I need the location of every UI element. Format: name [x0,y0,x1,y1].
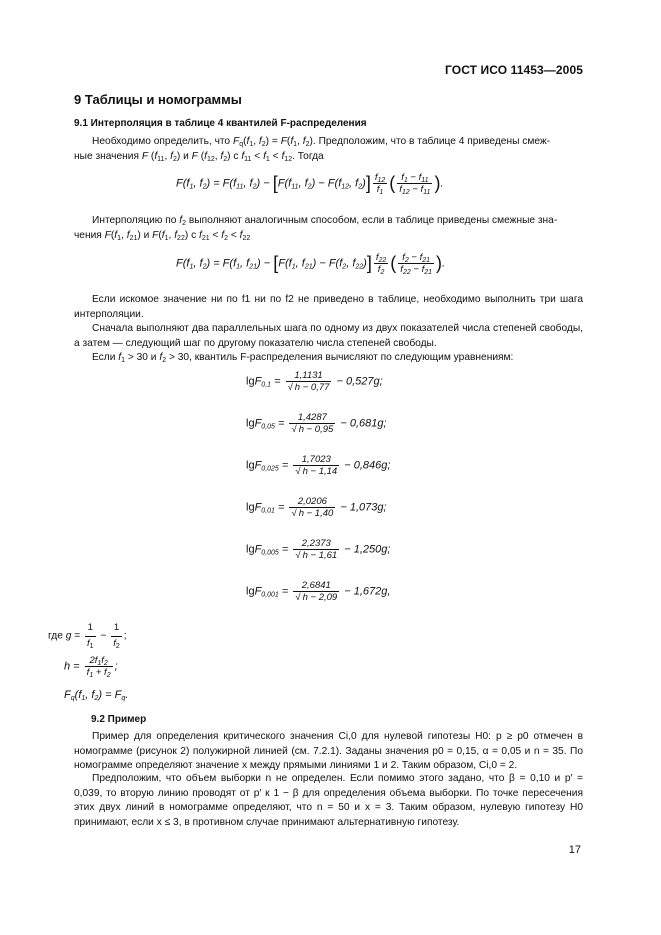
example-paragraph-2: Предположим, что объем выборки n не определен. Если помимо этого задано, что β = 0,10 и p′ = 0,039, то вторую линию проводят от p′ к 1 − β для определения объема выборки. По точке пересечения этих двух линий в номограмме определяют, что n = 50 и x = 3. Таким образом, нулевую гипотезу H0 принимают, если x ≤ 3, в противном случае принимают альтернативную гипотезу. [74,773,583,828]
subsection-title-9-2: 9.2 Пример [91,714,147,725]
page-number: 17 [568,844,581,856]
quantile-equation: lgF$_{0,1}$ = $\frac{1,1131}{√ h - 0,77}$ − 0,527g; [246,370,383,393]
quantile-equation: lgF$_{0,05}$ = $\frac{1,4287}{√ h - 0,95}$ − 0,681g; [246,412,387,435]
where-block: где g = $\frac{1}{f_1}$ − $\frac{1}{f_2}$ ; [48,622,127,650]
section-title: 9 Таблицы и номограммы [74,92,242,107]
paragraph-1: Необходимо определить, что $F_q(f_1$, $f_2) = F(f_1$, $f_2$). Предположим, что в таблице 4 приведены смеж- ные значения F ($f_{11}$, $f_2$) и F ($f_{12}$, $f_2$) с $f_{11} < f_1 < f_{12}$. Тогда [74,136,551,163]
h-definition: h = $\frac{2f_1f_2}{f_1 + f_2}$ ; [64,655,118,679]
fq-definition: $F_q(f_1$, $f_2) = F_q$. [64,689,129,702]
subsection-title-9-1: 9.1 Интерполяция в таблице 4 квантилей F-распределения [74,118,367,129]
interp-equation-2: $F(f_1$, $f_2) = F(f_1$, $f_{21}) - [F(f_1$, $f_{21}) - F(f_2$, $f_{22}$)] $\frac{f_{22}}{f_2}$ ( $\frac{f_2 - f_{21}}{f_{22} - f_{21}}$ ). [176,252,446,276]
interp-equation-1: $F(f_1$, $f_2) = F(f_{11}$, $f_2) - [F(f_{11}$, $f_2) - F(f_{12}$, $f_2$)] $\frac{f_{12}}{f_1}$ ( $\frac{f_1 - f_{11}}{f_{12} - f_{11}}$ ). [176,172,444,196]
quantile-equation: lgF$_{0,005}$ = $\frac{2,2373}{√ h - 1,61}$ − 1,250g; [246,538,391,561]
paragraph-3: Если искомое значение ни по f1 ни по f2 не приведено в таблице, необходимо выполнить три шага интерполяции. [74,294,583,320]
quantile-equation: lgF$_{0,01}$ = $\frac{2,0206}{√ h - 1,40}$ − 1,073g; [246,496,387,519]
quantile-equation: lgF$_{0,001}$ = $\frac{2,6841}{√ h - 2,09}$ − 1,672g, [246,580,391,603]
paragraph-2: Интерполяцию по $f_2$ выполняют аналогичным способом, если в таблице приведены смежные зна- чения $F(f_1$, $f_{21}$) и $F(f_1$, $f_{22}$) с $f_{21} < f_2 < f_{22}$ [74,215,558,242]
paragraph-5: Если $f_1 > 30$ и $f_2 > 30$, квантиль F-распределения вычисляют по следующим уравнениям: [92,352,514,364]
quantile-equation: lgF$_{0,025}$ = $\frac{1,7023}{√ h - 1,14}$ − 0,846g; [246,454,391,477]
paragraph-4: Сначала выполняют два параллельных шага по одному из двух показателей числа степеней свободы, а затем — следующий шаг по другому показателю числа степеней свободы. [74,323,583,349]
example-paragraph-1: Пример для определения критического значения Ci,0 для нулевой гипотезы H0: p ≥ p0 отмечен в номограмме (рисунок 2) полужирной линией (см. 7.2.1). Заданы значения p0 = 0,15, α = 0,05 и n = 35. По номограмме определяют значение x между прямыми линиями 1 и 2. Таким образом, Ci,0 = 2. [74,731,583,771]
doc-header: ГОСТ ИСО 11453—2005 [445,63,583,77]
